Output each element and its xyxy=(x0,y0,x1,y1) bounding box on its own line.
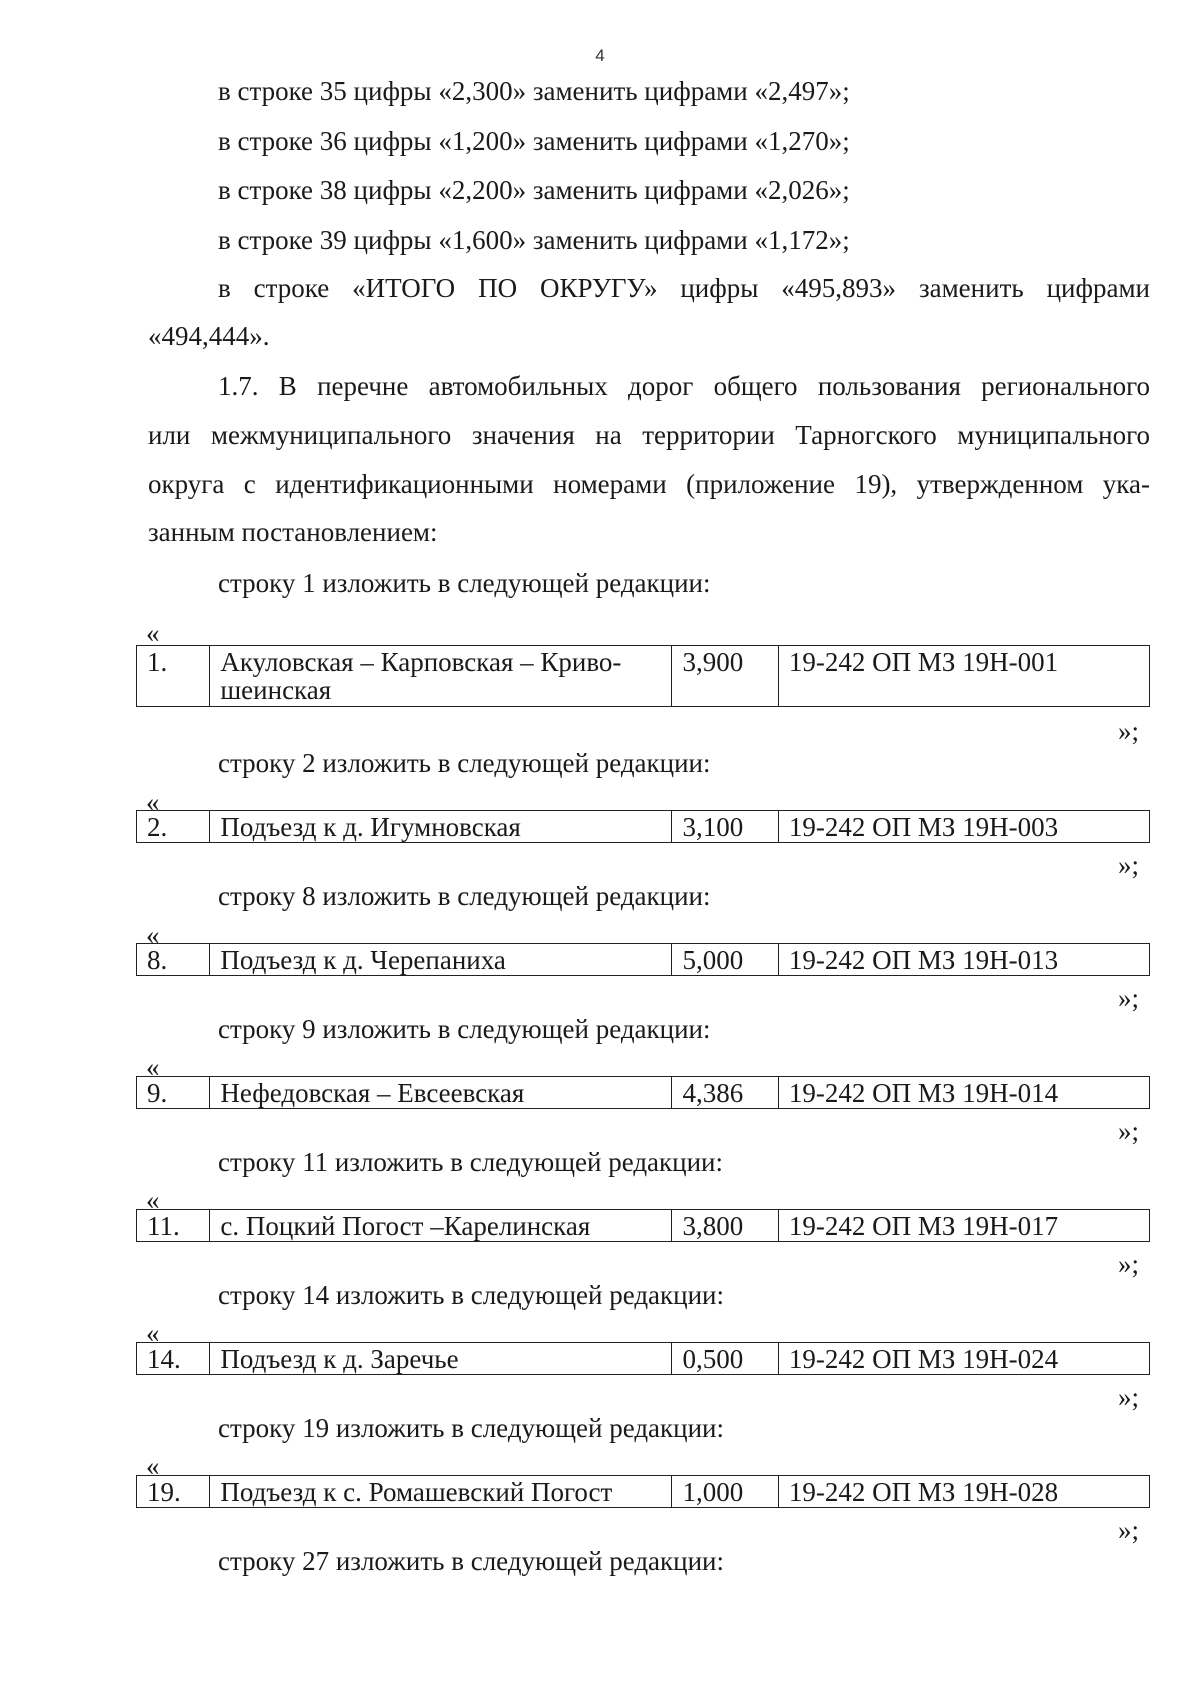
road-name xyxy=(210,646,672,707)
road-length: 0,500 xyxy=(672,1343,778,1375)
table-row xyxy=(137,1476,1150,1508)
amendment-line: в строке 36 цифры «1,200» заменить цифрами «1,270»; xyxy=(218,126,850,156)
table-row xyxy=(137,646,1150,707)
section-1-7-line: округа с идентификационными номерами (приложение 19), утвержденном ука- xyxy=(148,469,1150,499)
road-identifier: 19-242 ОП МЗ 19Н-013 xyxy=(778,944,1149,976)
road-row-table xyxy=(136,1475,1150,1508)
close-quote: »; xyxy=(1118,1382,1140,1412)
section-1-7-line: занным постановлением: xyxy=(148,517,438,547)
road-length: 3,100 xyxy=(672,811,778,843)
section-1-7-line: или межмуниципального значения на территории Тарногского муниципального xyxy=(148,420,1150,450)
section-1-7-line: 1.7. В перечне автомобильных дорог общего пользования регионального xyxy=(218,371,1150,401)
road-identifier: 19-242 ОП МЗ 19Н-024 xyxy=(778,1343,1149,1375)
row-number: 1. xyxy=(137,646,210,707)
road-name-line: шеинская xyxy=(220,675,332,706)
table-row xyxy=(137,1077,1150,1109)
road-row-table xyxy=(136,943,1150,976)
road-identifier: 19-242 ОП МЗ 19Н-028 xyxy=(778,1476,1149,1508)
close-quote: »; xyxy=(1118,1116,1140,1146)
open-quote: « xyxy=(146,920,160,950)
amendment-line: в строке 38 цифры «2,200» заменить цифрами «2,026»; xyxy=(218,175,850,205)
road-name: Подъезд к д. Игумновская xyxy=(210,811,672,843)
road-name: Подъезд к д. Заречье xyxy=(210,1343,672,1375)
road-name: Подъезд к с. Ромашевский Погост xyxy=(210,1476,672,1508)
table-row xyxy=(137,1210,1150,1242)
open-quote: « xyxy=(146,1451,160,1481)
road-row-table xyxy=(136,1342,1150,1375)
road-row-table xyxy=(136,1076,1150,1109)
amendment-line: в строке 35 цифры «2,300» заменить цифрами «2,497»; xyxy=(218,76,850,106)
row-number: 19. xyxy=(137,1476,210,1508)
page-number: 4 xyxy=(595,46,605,65)
road-name: Нефедовская – Евсеевская xyxy=(210,1077,672,1109)
edit-instruction: строку 19 изложить в следующей редакции: xyxy=(218,1413,725,1443)
road-row-table xyxy=(136,645,1150,707)
row-number: 11. xyxy=(137,1210,210,1242)
amendment-line: в строке 39 цифры «1,600» заменить цифрами «1,172»; xyxy=(218,225,850,255)
road-identifier: 19-242 ОП МЗ 19Н-017 xyxy=(778,1210,1149,1242)
open-quote: « xyxy=(146,1052,160,1082)
row-number: 8. xyxy=(137,944,210,976)
road-length: 4,386 xyxy=(672,1077,778,1109)
close-quote: »; xyxy=(1118,1249,1140,1279)
row-number: 9. xyxy=(137,1077,210,1109)
road-length: 1,000 xyxy=(672,1476,778,1508)
close-quote: »; xyxy=(1118,716,1140,746)
road-name: с. Поцкий Погост –Карелинская xyxy=(210,1210,672,1242)
row-number: 2. xyxy=(137,811,210,843)
road-name-line: Акуловская – Карповская – Криво- xyxy=(220,647,622,677)
edit-instruction: строку 11 изложить в следующей редакции: xyxy=(218,1147,724,1177)
edit-instruction: строку 1 изложить в следующей редакции: xyxy=(218,568,711,598)
close-quote: »; xyxy=(1118,983,1140,1013)
road-name: Подъезд к д. Черепаниха xyxy=(210,944,672,976)
road-row-table xyxy=(136,1209,1150,1242)
edit-instruction: строку 14 изложить в следующей редакции: xyxy=(218,1280,725,1310)
road-length: 3,900 xyxy=(672,646,778,707)
open-quote: « xyxy=(146,787,160,817)
close-quote: »; xyxy=(1118,850,1140,880)
total-amendment-line: в строке «ИТОГО ПО ОКРУГУ» цифры «495,893» заменить цифрами xyxy=(218,273,1150,303)
road-identifier: 19-242 ОП МЗ 19Н-014 xyxy=(778,1077,1149,1109)
close-quote: »; xyxy=(1118,1515,1140,1545)
open-quote: « xyxy=(146,1318,160,1348)
table-row xyxy=(137,811,1150,843)
edit-instruction: строку 2 изложить в следующей редакции: xyxy=(218,748,711,778)
edit-instruction: строку 27 изложить в следующей редакции: xyxy=(218,1546,725,1576)
road-row-table xyxy=(136,810,1150,843)
road-length: 3,800 xyxy=(672,1210,778,1242)
open-quote: « xyxy=(146,1185,160,1215)
open-quote: « xyxy=(146,618,160,648)
table-row xyxy=(137,1343,1150,1375)
edit-instruction: строку 9 изложить в следующей редакции: xyxy=(218,1014,711,1044)
total-amendment-line-continued: «494,444». xyxy=(148,321,270,351)
road-length: 5,000 xyxy=(672,944,778,976)
row-number: 14. xyxy=(137,1343,210,1375)
road-identifier: 19-242 ОП МЗ 19Н-003 xyxy=(778,811,1149,843)
table-row xyxy=(137,944,1150,976)
road-identifier: 19-242 ОП МЗ 19Н-001 xyxy=(778,646,1149,707)
edit-instruction: строку 8 изложить в следующей редакции: xyxy=(218,881,711,911)
